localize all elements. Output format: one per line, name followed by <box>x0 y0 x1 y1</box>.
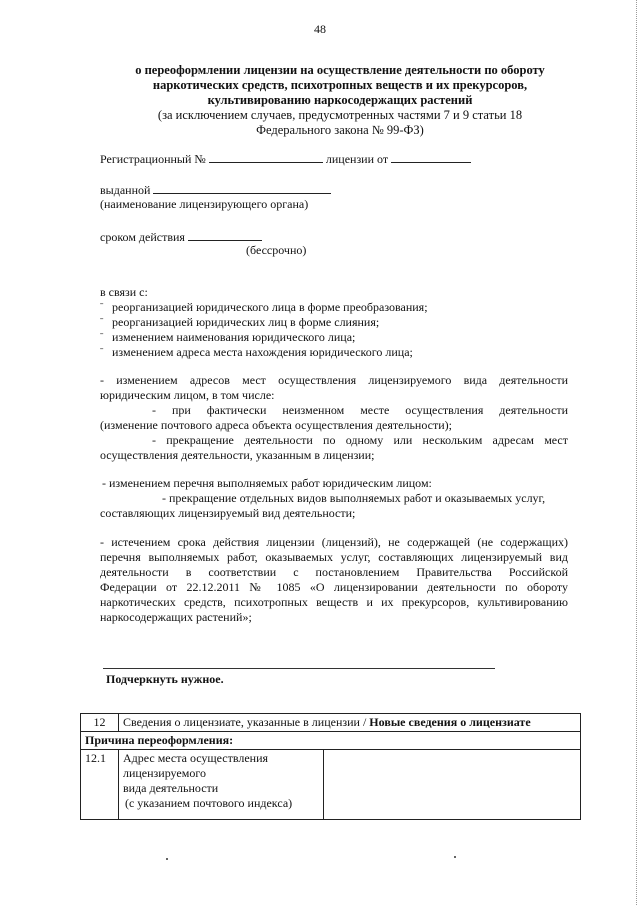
address-change-line-3: - при фактически неизменном месте осуществления деятельности <box>152 403 568 417</box>
registration-label: Регистрационный № <box>100 152 206 166</box>
license-info-table <box>80 713 581 820</box>
expiry-line-4: Федерации от 22.12.2011 № 1085 «О лицензировании деятельности по обороту <box>100 580 568 594</box>
license-date-label: лицензии от <box>325 152 389 166</box>
license-date-blank[interactable] <box>391 151 471 163</box>
title-line-5: Федерального закона № 99-ФЗ) <box>256 123 424 137</box>
row-number: 12.1 <box>81 750 119 820</box>
reason-item: ˉ реорганизацией юридических лиц в форме слияния; <box>100 315 380 329</box>
validity-blank[interactable] <box>188 229 262 241</box>
section-number: 12 <box>81 714 119 732</box>
validity-caption: (бессрочно) <box>246 243 307 257</box>
title-line-1: о переоформлении лицензии на осуществление деятельности по обороту <box>135 63 545 77</box>
underline-note: Подчеркнуть нужное. <box>106 672 224 686</box>
issued-line <box>100 182 331 198</box>
reason-item: ˉ реорганизацией юридического лица в форме преобразования; <box>100 300 428 314</box>
expiry-line-2: перечня выполняемых работ, оказываемых услуг, составляющих лицензируемый вид <box>100 550 568 564</box>
scan-speck <box>166 858 168 860</box>
bullet-mark: ˉ <box>100 302 104 313</box>
new-info-cell[interactable] <box>323 750 580 820</box>
reason-item: ˉ изменением адреса места нахождения юридического лица; <box>100 345 413 359</box>
address-change-line-5: - прекращение деятельности по одному или нескольким адресам мест <box>152 433 568 447</box>
reasons-intro: в связи с: <box>100 285 148 299</box>
works-change-line-2: - прекращение отдельных видов выполняемых работ и оказываемых услуг, <box>162 491 546 505</box>
validity-label: сроком действия <box>100 230 185 244</box>
table-reason-row <box>81 732 581 750</box>
bullet-mark: ˉ <box>100 317 104 328</box>
address-change-line-6: осуществления деятельности, указанным в лицензии; <box>100 448 375 462</box>
address-change-line-4: (изменение почтового адреса объекта осуществления деятельности); <box>100 418 452 432</box>
expiry-line-6: наркосодержащих растений»; <box>100 610 252 624</box>
registration-number-blank[interactable] <box>209 151 323 163</box>
issuing-authority-blank[interactable] <box>153 182 331 194</box>
table-header-row <box>81 714 581 732</box>
address-change-line-2: юридическим лицом, в том числе: <box>100 388 275 402</box>
expiry-line-1: - истечением срока действия лицензии (лицензий), не содержащей (не содержащих) <box>100 535 568 549</box>
issued-label: выданной <box>100 183 151 197</box>
table-row <box>81 750 581 820</box>
row-description: Адрес места осуществления лицензируемого вида деятельности (с указанием почтового индекса) <box>118 750 323 820</box>
expiry-line-3: деятельности в соответствии с постановлением Правительства Российской <box>100 565 568 579</box>
reason-label: Причина переоформления: <box>81 732 581 750</box>
issued-caption: (наименование лицензирующего органа) <box>100 197 309 211</box>
registration-line <box>100 151 500 167</box>
title-line-3: культивированию наркосодержащих растений <box>207 93 473 107</box>
expiry-line-5: наркотических средств, психотропных веществ и их прекурсоров, культивированию <box>100 595 568 609</box>
page-number: 48 <box>314 22 326 36</box>
section-header: Сведения о лицензиате, указанные в лицензии / Новые сведения о лицензиате <box>118 714 580 732</box>
title-line-4: (за исключением случаев, предусмотренных частями 7 и 9 статьи 18 <box>157 108 523 122</box>
works-change-line-1: - изменением перечня выполняемых работ юридическим лицом: <box>102 476 432 490</box>
separator-line <box>103 668 495 669</box>
scan-speck <box>454 856 456 858</box>
bullet-mark: ˉ <box>100 347 104 358</box>
works-change-line-3: составляющих лицензируемый вид деятельности; <box>100 506 356 520</box>
address-change-line-1: - изменением адресов мест осуществления лицензируемого вида деятельности <box>100 373 568 387</box>
reason-item: ˉ изменением наименования юридического лица; <box>100 330 356 344</box>
scan-edge <box>635 0 637 905</box>
title-line-2: наркотических средств, психотропных веществ и их прекурсоров, <box>152 78 528 92</box>
document-title <box>100 63 580 138</box>
validity-line <box>100 229 262 245</box>
bullet-mark: ˉ <box>100 332 104 343</box>
